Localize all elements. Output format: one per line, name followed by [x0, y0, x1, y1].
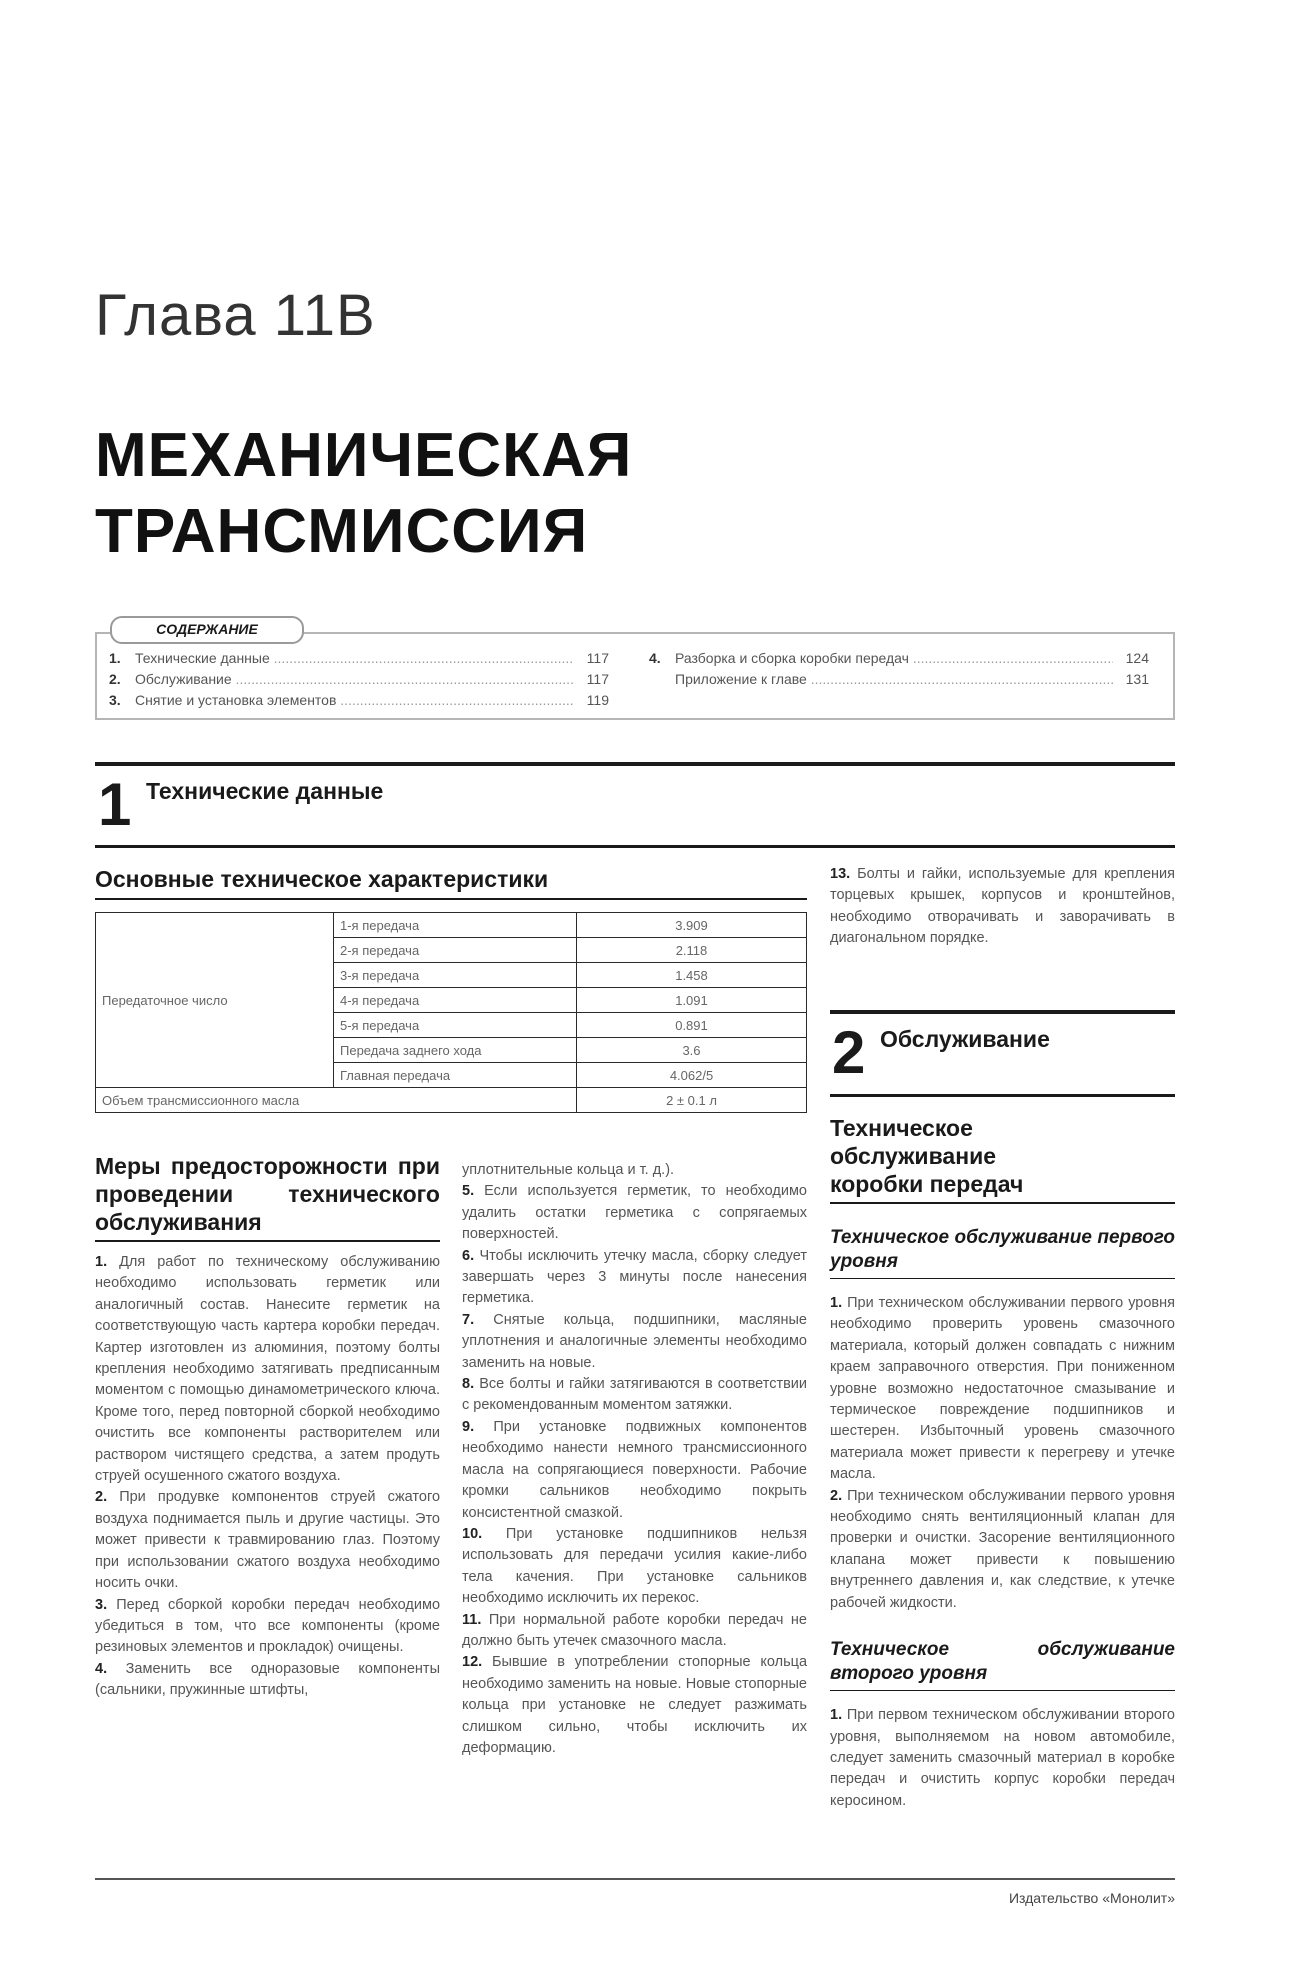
item-text: Снятые кольца, подшипники, масляные уплотнения и аналогичные элементы необходимо заменить на новые. [462, 1311, 807, 1371]
list-item [462, 1310, 807, 1374]
list-item [95, 1659, 440, 1702]
oil-value-cell: 2 ± 0.1 л [577, 1088, 807, 1113]
toc-entry[interactable] [109, 690, 609, 711]
toc-entry-text: Обслуживание ..... [135, 669, 573, 690]
item-text: Болты и гайки, используемые для крепления торцевых крышек, корпусов и кронштейнов, необходимо отворачивать и заворачивать в диагональном порядке. [830, 866, 1175, 947]
item-text: Перед сборкой коробки передач необходимо убедиться в том, что все компоненты (кроме резиновых элементов и прокладок) очищены. [95, 1596, 441, 1656]
list-item [462, 1374, 807, 1417]
maintenance-column [830, 1114, 1175, 1812]
list-item [462, 1652, 807, 1759]
list-item [95, 1595, 440, 1659]
item-text: При первом техническом обслуживании второго уровня, выполняемом на новом автомобиле, следует заменить смазочный материал в коробке передач и очистить корпус коробки передач керосином. [830, 1707, 1175, 1809]
toc-entry-text: Снятие и установка элементов ..... [135, 690, 573, 711]
value-cell: 1.458 [577, 963, 807, 988]
toc-entry[interactable] [109, 648, 609, 669]
list-item [830, 864, 1175, 950]
item-text: При установке подвижных компонентов необходимо нанести немного трансмиссионного масла на сопрягающиеся поверхности. Рабочие кромки сальников необходимо покрыть консистентной смазкой. [462, 1418, 808, 1521]
gear-cell: Передача заднего хода [334, 1038, 577, 1063]
list-item [462, 1610, 807, 1653]
item-number: 12. [462, 1654, 483, 1671]
value-cell: 4.062/5 [577, 1063, 807, 1088]
level-2-heading: Техническое обслуживание второго уровня [830, 1639, 1175, 1685]
list-item [95, 1487, 440, 1594]
toc-entry-page: 119 [586, 692, 609, 708]
level-1-underline [830, 1278, 1175, 1279]
footer-rule [95, 1878, 1175, 1880]
section-1-number: 1 [98, 771, 132, 838]
item-number: 2. [830, 1487, 843, 1504]
section-1-top-rule [95, 762, 1175, 766]
level-2-underline [830, 1690, 1175, 1691]
list-item [462, 1417, 807, 1524]
gear-cell: 1-я передача [334, 913, 577, 938]
middle-column [462, 1160, 807, 1759]
toc-entry[interactable] [649, 669, 1149, 690]
item-text: При продувке компонентов струей сжатого воздуха поднимается пыль и другие частицы. Это может привести к травмированию глаз. Поэтому при использовании сжатого воздуха необходимо носить очки. [95, 1489, 441, 1592]
item-number: 10. [462, 1525, 483, 1542]
section-2-number: 2 [832, 1019, 866, 1086]
item-number: 8. [462, 1376, 475, 1393]
toc-entry-text: Технические данные ..... [135, 648, 573, 669]
toc-entry-number: 1. [109, 650, 121, 666]
maintenance-underline [830, 1202, 1175, 1204]
toc-entry[interactable] [109, 669, 609, 690]
item-number: 3. [95, 1596, 108, 1613]
item-number: 4. [95, 1660, 108, 1677]
toc-entry-text: Разборка и сборка коробки передач ..... [675, 648, 1113, 669]
ratio-label-cell: Передаточное число [96, 913, 334, 1088]
item-text: Чтобы исключить утечку масла, сборку следует завершать через 3 минуты после нанесения герметика. [462, 1247, 807, 1307]
list-item [462, 1246, 807, 1310]
toc-entry[interactable] [649, 648, 1149, 669]
toc-entry-text: Приложение к главе ..... [675, 669, 1113, 690]
value-cell: 3.6 [577, 1038, 807, 1063]
item-number: 1. [95, 1254, 108, 1270]
chapter-title [95, 418, 632, 570]
item-number: 11. [462, 1611, 482, 1628]
gear-cell: Главная передача [334, 1063, 577, 1088]
item-number: 5. [462, 1183, 475, 1200]
item-text: Для работ по техническому обслуживанию необходимо использовать герметик или аналогичный состав. Нанесите герметик на соответствующую часть картера коробки передач. Картер изготовлен из алюминия, поэтому болты крепления необходимо затягивать предписанным моментом с помощью динамометрического ключа. Кроме того, перед повторной сборкой необходимо очистить все компоненты растворителем или раствором чистящего средства, а затем продуть струей осушенного сжатого воздуха. [95, 1254, 440, 1485]
chapter-title-line-2: ТРАНСМИССИЯ [95, 497, 589, 566]
specs-heading-underline [95, 898, 807, 900]
list-item [95, 1252, 440, 1487]
gear-cell: 5-я передача [334, 1013, 577, 1038]
section-2-top-rule [830, 1010, 1175, 1014]
item-text: Все болты и гайки затягиваются в соответствии с рекомендованным моментом затяжки. [462, 1376, 808, 1414]
item-number: 13. [830, 866, 851, 882]
continued-text: уплотнительные кольца и т. д.). [462, 1162, 675, 1178]
item-number: 1. [830, 1707, 843, 1724]
toc-entry-page: 117 [586, 671, 609, 687]
right-column [830, 864, 1175, 950]
section-1-bottom-rule [95, 845, 1175, 848]
item-number: 2. [95, 1489, 108, 1506]
oil-label-cell: Объем трансмиссионного масла [96, 1088, 577, 1113]
chapter-title-line-1: МЕХАНИЧЕСКАЯ [95, 421, 633, 490]
section-2-title: Обслуживание [880, 1026, 1050, 1052]
list-item [462, 1181, 807, 1245]
toc-entry-page: 131 [1125, 671, 1149, 687]
table-row [96, 913, 807, 938]
toc-entry-page: 117 [586, 650, 609, 666]
item-text: При нормальной работе коробки передач не должно быть утечек смазочного масла. [462, 1611, 808, 1649]
item-number: 6. [462, 1247, 475, 1264]
value-cell: 2.118 [577, 938, 807, 963]
item-number: 1. [830, 1295, 843, 1311]
item-text: Заменить все одноразовые компоненты (сальники, пружинные штифты, [95, 1660, 440, 1699]
specs-table [95, 912, 807, 1113]
gear-cell: 2-я передача [334, 938, 577, 963]
list-item [462, 1524, 807, 1610]
list-item [830, 1705, 1175, 1812]
list-item [830, 1486, 1175, 1614]
value-cell: 0.891 [577, 1013, 807, 1038]
item-text: При техническом обслуживании первого уровня необходимо проверить уровень смазочного материала, который должен совпадать с нижним краем заправочного отверстия. При пониженном уровне возможно недостаточное смазывание и термическое повреждение подшипников и шестерен. Избыточный уровень смазочного материала может привести к перегреву и утечке масла. [830, 1295, 1175, 1483]
chapter-number: Глава 11B [95, 283, 376, 348]
value-cell: 1.091 [577, 988, 807, 1013]
toc-entry-page: 124 [1125, 650, 1149, 666]
value-cell: 3.909 [577, 913, 807, 938]
item-text: Если используется герметик, то необходимо удалить остатки герметика с сопрягаемых поверхностей. [462, 1183, 807, 1243]
toc-entry-number: 3. [109, 692, 121, 708]
table-of-contents [95, 632, 1175, 720]
precautions-heading: Меры предосторожности при проведении технического обслуживания [95, 1153, 440, 1235]
toc-right-column [649, 648, 1149, 690]
toc-label: СОДЕРЖАНИЕ [110, 616, 304, 644]
toc-entry-number: 4. [649, 650, 661, 666]
gear-cell: 4-я передача [334, 988, 577, 1013]
item-number: 7. [462, 1311, 475, 1328]
gear-cell: 3-я передача [334, 963, 577, 988]
maintenance-heading: Техническое обслуживание коробки передач [830, 1115, 1024, 1197]
item-text: При установке подшипников нельзя использовать для передачи усилия какие-либо тела качения. При установке сальников необходимо исключить их перекос. [462, 1525, 808, 1607]
level-1-heading: Техническое обслуживание первого уровня [830, 1227, 1175, 1272]
item-text: Бывшие в употреблении стопорные кольца необходимо заменить на новые. Новые стопорные кольца при установке не следует разжимать слишком сильно, чтобы исключить их деформацию. [462, 1654, 808, 1756]
toc-left-column [109, 648, 609, 711]
table-row [96, 1088, 807, 1113]
item-number: 9. [462, 1418, 475, 1435]
publisher-footer: Издательство «Монолит» [1008, 1890, 1175, 1906]
list-item [830, 1293, 1175, 1486]
specs-heading: Основные техническое характеристики [95, 866, 549, 892]
toc-entry-number [649, 669, 675, 690]
toc-entry-number: 2. [109, 671, 121, 687]
precautions-underline [95, 1240, 440, 1242]
precautions-column [95, 1152, 440, 1702]
item-text: При техническом обслуживании первого уровня необходимо снять вентиляционный клапан для проверки и очистки. Засорение вентиляционного клапана может привести к повышению внутреннего давления и, как следствие, к утечке рабочей жидкости. [830, 1487, 1175, 1611]
section-2-bottom-rule [830, 1094, 1175, 1097]
section-1-title: Технические данные [146, 778, 384, 804]
